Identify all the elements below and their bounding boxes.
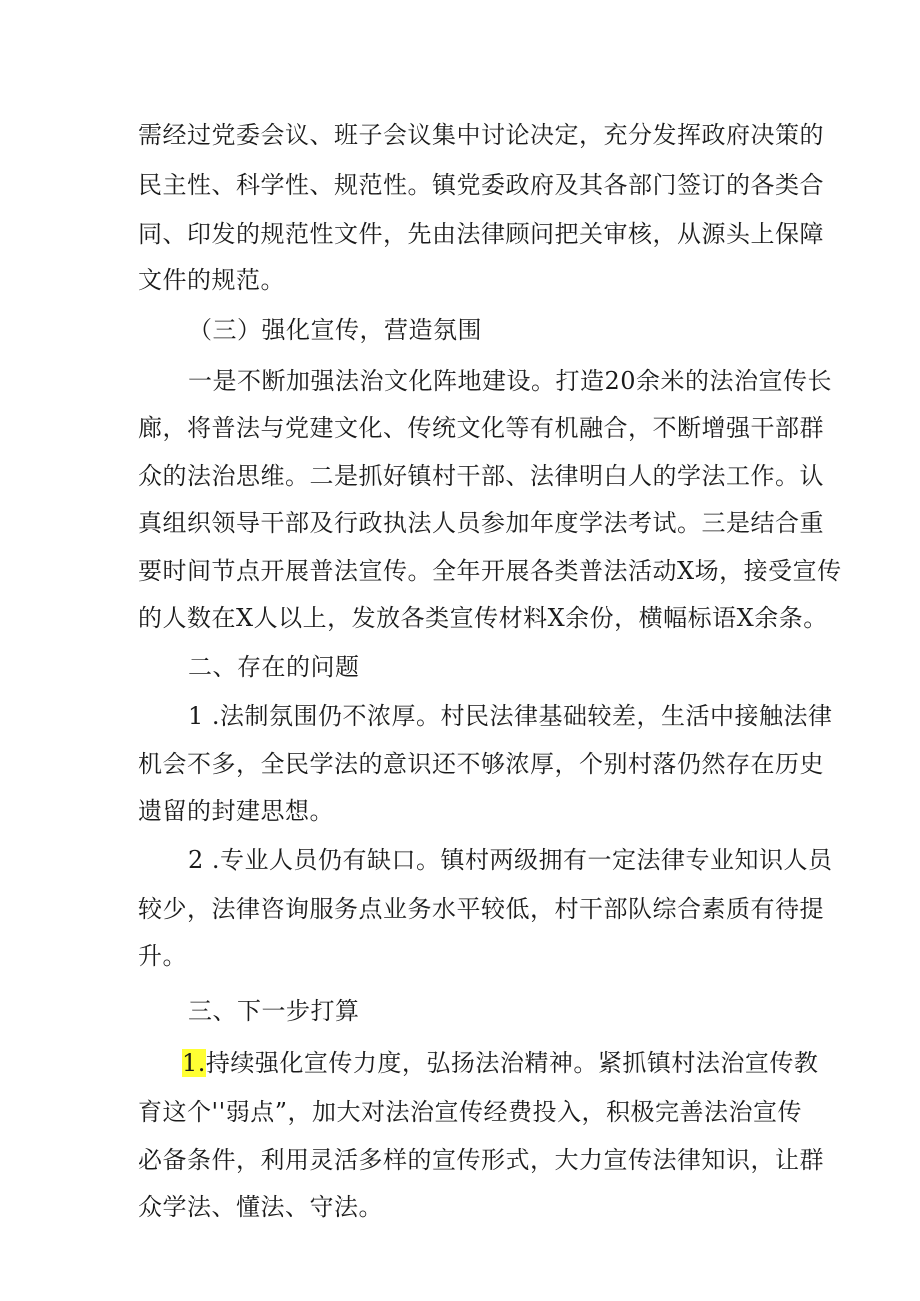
text-line: 真组织领导干部及行政执法人员参加年度学法考试。三是结合重 <box>138 509 824 537</box>
text-line: 众学法、懂法、守法。 <box>138 1193 383 1221</box>
section-heading: 三、下一步打算 <box>188 997 360 1025</box>
text-line: 育这个''弱点”，加大对法治宣传经费投入，积极完善法治宣传 <box>138 1098 802 1126</box>
text-line: 机会不多，全民学法的意识还不够浓厚，个别村落仍然存在历史 <box>138 750 824 778</box>
text-line: 升。 <box>138 942 187 970</box>
text-line: 要时间节点开展普法宣传。全年开展各类普法活动X场，接受宣传 <box>138 557 842 585</box>
text-line: 1 .法制氛围仍不浓厚。村民法律基础较差，生活中接触法律 <box>188 702 833 730</box>
text-line: 较少，法律咨询服务点业务水平较低，村干部队综合素质有待提 <box>138 895 824 923</box>
text-line: 民主性、科学性、规范性。镇党委政府及其各部门签订的各类合 <box>138 171 824 199</box>
text-line: 必备条件，利用灵活多样的宣传形式，大力宣传法律知识，让群 <box>138 1146 824 1174</box>
text-line: 2 .专业人员仍有缺口。镇村两级拥有一定法律专业知识人员 <box>188 846 833 874</box>
text-line: 廊，将普法与党建文化、传统文化等有机融合，不断增强干部群 <box>138 414 824 442</box>
text-line: 同、印发的规范性文件，先由法律顾问把关审核，从源头上保障 <box>138 220 824 248</box>
text-line: 众的法治思维。二是抓好镇村干部、法律明白人的学法工作。认 <box>138 462 824 490</box>
section-heading: （三）强化宣传，营造氛围 <box>188 316 482 344</box>
text-line <box>182 1048 819 1078</box>
text-line: 遗留的封建思想。 <box>138 797 334 825</box>
highlighted-item-number: 1. <box>182 1049 206 1077</box>
text-line: 的人数在X人以上，发放各类宣传材料X余份，横幅标语X余条。 <box>138 604 828 632</box>
text-span: 持续强化宣传力度，弘扬法治精神。紧抓镇村法治宣传教 <box>205 1049 819 1077</box>
text-line: 需经过党委会议、班子会议集中讨论决定，充分发挥政府决策的 <box>138 121 824 149</box>
text-line: 文件的规范。 <box>138 266 285 294</box>
text-line: 一是不断加强法治文化阵地建设。打造20余米的法治宣传长 <box>188 367 833 395</box>
section-heading: 二、存在的问题 <box>188 653 360 681</box>
